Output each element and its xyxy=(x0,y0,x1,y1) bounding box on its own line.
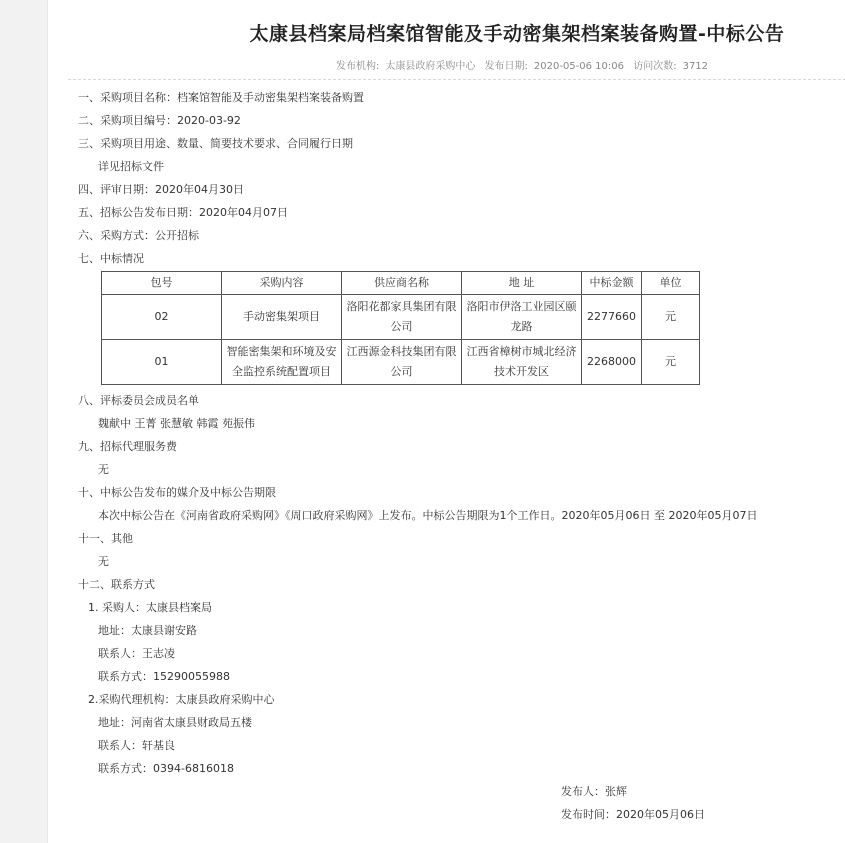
section-procurement-method: 六、采购方式：公开招标 xyxy=(78,229,199,242)
header-package: 包号 xyxy=(102,272,222,295)
cell-content: 手动密集架项目 xyxy=(222,295,342,340)
cell-package: 02 xyxy=(102,295,222,340)
section-publication-media-detail: 本次中标公告在《河南省政府采购网》《周口政府采购网》上发布。中标公告期限为1个工作日。2020年05月06日 至 2020年05月07日 xyxy=(98,509,758,522)
section-other: 十一、其他 xyxy=(78,532,133,545)
publish-date-label: 发布日期: xyxy=(484,61,528,72)
section-review-date: 四、评审日期：2020年04月30日 xyxy=(78,183,244,196)
title-divider xyxy=(68,79,845,80)
header-unit: 单位 xyxy=(642,272,700,295)
bid-result-table xyxy=(101,271,700,385)
publish-meta xyxy=(48,57,845,72)
section-project-purpose-detail: 详见招标文件 xyxy=(98,160,164,173)
section-contact: 十二、联系方式 xyxy=(78,578,155,591)
section-committee-members: 魏献中 王菁 张慧敏 韩霞 苑振伟 xyxy=(98,417,255,430)
table-row xyxy=(102,340,700,385)
contact-agency-person: 联系人：轩基良 xyxy=(98,739,175,752)
section-project-purpose: 三、采购项目用途、数量、简要技术要求、合同履行日期 xyxy=(78,137,353,150)
section-bid-result: 七、中标情况 xyxy=(78,252,144,265)
publisher-signature: 发布人：张辉 xyxy=(561,785,627,798)
contact-agency-address: 地址：河南省太康县财政局五楼 xyxy=(98,716,252,729)
section-agency-fee: 九、招标代理服务费 xyxy=(78,440,177,453)
header-supplier: 供应商名称 xyxy=(342,272,462,295)
cell-unit: 元 xyxy=(642,340,700,385)
contact-purchaser: 1. 采购人：太康县档案局 xyxy=(88,601,212,614)
cell-content: 智能密集架和环境及安全监控系统配置项目 xyxy=(222,340,342,385)
header-content: 采购内容 xyxy=(222,272,342,295)
visit-count-value: 3712 xyxy=(682,61,709,72)
page-title: 太康县档案局档案馆智能及手动密集架档案装备购置-中标公告 xyxy=(249,23,785,45)
section-project-number: 二、采购项目编号：2020-03-92 xyxy=(78,114,241,127)
visit-count-label: 访问次数: xyxy=(633,61,677,72)
section-project-name: 一、采购项目名称：档案馆智能及手动密集架档案装备购置 xyxy=(78,91,364,104)
cell-address: 洛阳市伊洛工业园区颐龙路 xyxy=(462,295,582,340)
publisher-label: 发布机构: xyxy=(335,61,380,72)
cell-supplier: 洛阳花都家具集团有限公司 xyxy=(342,295,462,340)
cell-package: 01 xyxy=(102,340,222,385)
publisher-value: 太康县政府采购中心 xyxy=(385,61,476,72)
cell-amount: 2277660 xyxy=(582,295,642,340)
contact-purchaser-address: 地址：太康县谢安路 xyxy=(98,624,197,637)
cell-address: 江西省樟树市城北经济技术开发区 xyxy=(462,340,582,385)
contact-purchaser-phone: 联系方式：15290055988 xyxy=(98,670,230,683)
publish-time-signature: 发布时间：2020年05月06日 xyxy=(561,808,705,821)
cell-amount: 2268000 xyxy=(582,340,642,385)
section-agency-fee-value: 无 xyxy=(98,463,109,476)
cell-supplier: 江西源金科技集团有限公司 xyxy=(342,340,462,385)
header-address: 地 址 xyxy=(462,272,582,295)
section-committee: 八、评标委员会成员名单 xyxy=(78,394,199,407)
section-other-value: 无 xyxy=(98,555,109,568)
table-header-row xyxy=(102,272,700,295)
publish-date-value: 2020-05-06 10:06 xyxy=(533,61,625,72)
contact-purchaser-person: 联系人：王志凌 xyxy=(98,647,175,660)
announcement-page xyxy=(47,0,845,843)
section-notice-date: 五、招标公告发布日期：2020年04月07日 xyxy=(78,206,288,219)
section-publication-media: 十、中标公告发布的媒介及中标公告期限 xyxy=(78,486,276,499)
cell-unit: 元 xyxy=(642,295,700,340)
contact-agency-phone: 联系方式：0394-6816018 xyxy=(98,762,234,775)
header-amount: 中标金额 xyxy=(582,272,642,295)
table-row xyxy=(102,295,700,340)
contact-agency: 2.采购代理机构：太康县政府采购中心 xyxy=(88,693,275,706)
